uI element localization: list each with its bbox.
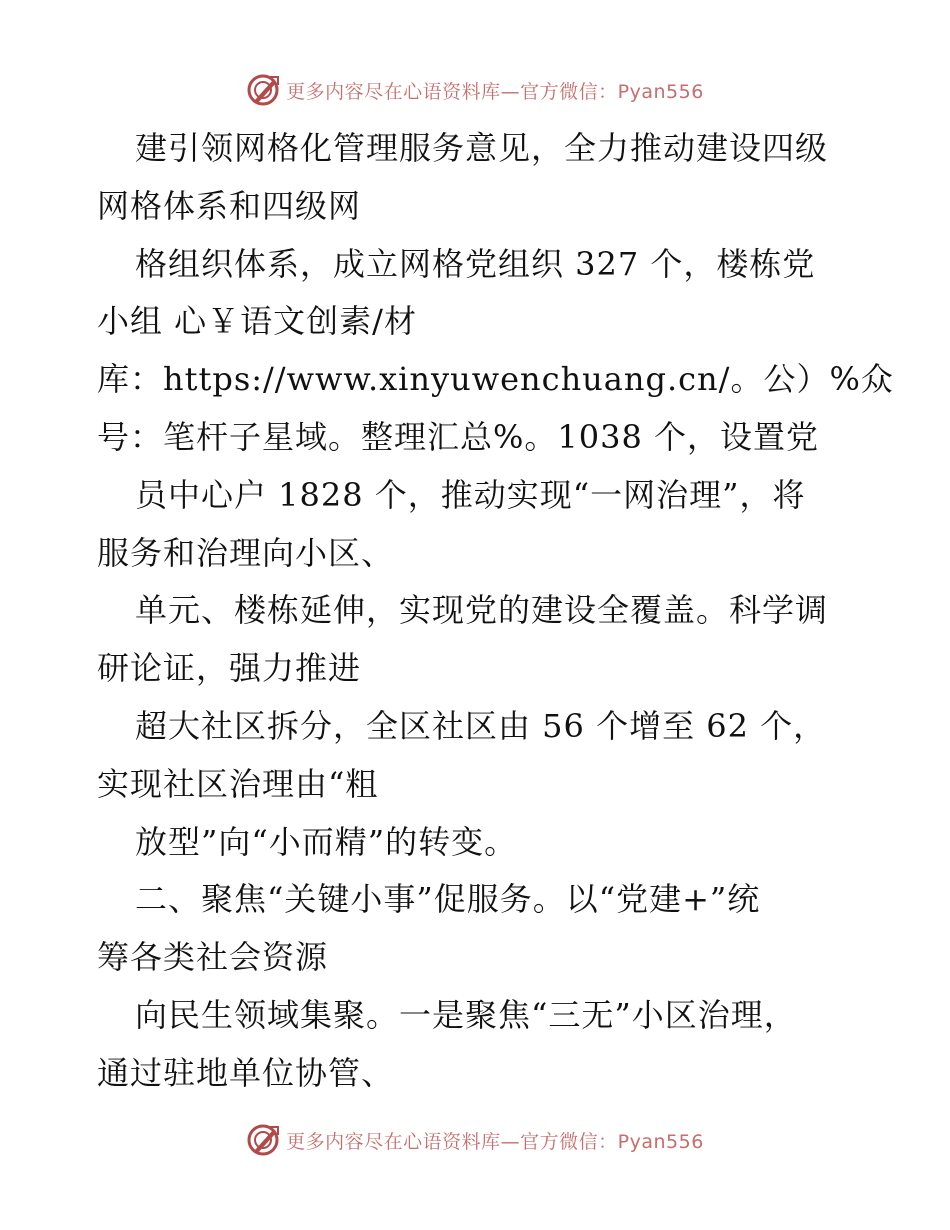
text-line: 号：笔杆子星域。整理汇总%。1038 个，设置党: [97, 417, 820, 456]
pen-logo-icon: [246, 73, 280, 107]
footer-banner: [0, 1120, 950, 1160]
text-line: 实现社区治理由“粗: [97, 764, 379, 803]
text-line: 超大社区拆分，全区社区由 56 个增至 62 个，: [135, 706, 827, 745]
text-line: 筹各类社会资源: [97, 938, 329, 977]
pen-logo-icon: [246, 1123, 280, 1157]
header-banner-text: 更多内容尽在心语资料库—官方微信：Pyan556: [286, 80, 704, 103]
text-line: 单元、楼栋延伸，实现党的建设全覆盖。科学调: [135, 591, 829, 630]
text-line: 放型”向“小而精”的转变。: [135, 822, 518, 861]
text-line: 通过驻地单位协管、: [97, 1053, 395, 1092]
header-banner: [0, 70, 950, 110]
text-line: 服务和治理向小区、: [97, 533, 395, 572]
text-line: 小组 心￥语文创素/材: [97, 302, 417, 341]
text-line: 研论证，强力推进: [97, 649, 362, 688]
text-line: 建引领网格化管理服务意见，全力推动建设四级: [135, 129, 829, 167]
text-line: 网格体系和四级网: [97, 186, 362, 225]
footer-banner-text: 更多内容尽在心语资料库—官方微信：Pyan556: [286, 1130, 704, 1153]
text-line: 库：https://www.xinyuwenchuang.cn/。公）%众: [97, 360, 894, 399]
document-body: [97, 120, 894, 1103]
text-line: 格组织体系，成立网格党组织 327 个，楼栋党: [135, 244, 816, 283]
text-line: 二、聚焦“关键小事”促服务。以“党建+”统: [135, 880, 761, 919]
text-line: 向民生领域集聚。一是聚焦“三无”小区治理，: [135, 995, 797, 1034]
text-line: 员中心户 1828 个，推动实现“一网治理”，将: [135, 475, 806, 514]
